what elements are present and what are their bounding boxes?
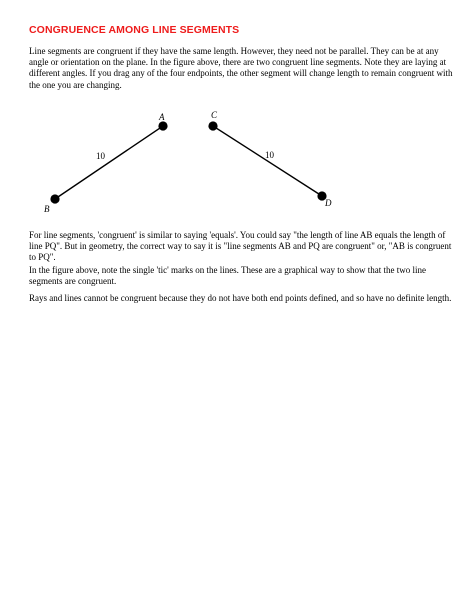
segment-ab-length-label: 10: [96, 151, 105, 161]
point-c-label: C: [211, 110, 218, 120]
point-b-label: B: [44, 204, 50, 214]
congruent-meaning-paragraph: For line segments, 'congruent' is similar to saying 'equals'. You could say "the length of line AB equals the length of line PQ". But in geometry, the correct way to say it is "line segments AB and PQ are congruent" or, "AB is congruent to PQ".: [29, 230, 452, 263]
intro-paragraph: Line segments are congruent if they have the same length. However, they need not be parallel. They can be at any angle or orientation on the plane. In the figure above, there are two congruent line segments. Note they are laying at different angles. If you drag any of the four endpoints, the other segment will change length to remain congruent with the one you are changing.: [29, 46, 453, 90]
point-a-handle[interactable]: [158, 121, 167, 130]
page-title: CONGRUENCE AMONG LINE SEGMENTS: [29, 24, 240, 36]
point-a-label: A: [159, 112, 165, 122]
segment-cd-length-label: 10: [265, 150, 274, 160]
point-c-handle[interactable]: [208, 121, 217, 130]
point-d-label: D: [325, 198, 332, 208]
point-b-handle[interactable]: [50, 194, 59, 203]
rays-lines-paragraph: Rays and lines cannot be congruent because they do not have both end points defined, and so have no definite length.: [29, 293, 452, 303]
tic-marks-paragraph: In the figure above, note the single 'tic' marks on the lines. These are a graphical way to show that the two line segments are congruent.: [29, 265, 426, 287]
segment-ab-line: [55, 126, 163, 199]
segment-cd-line: [213, 126, 322, 196]
